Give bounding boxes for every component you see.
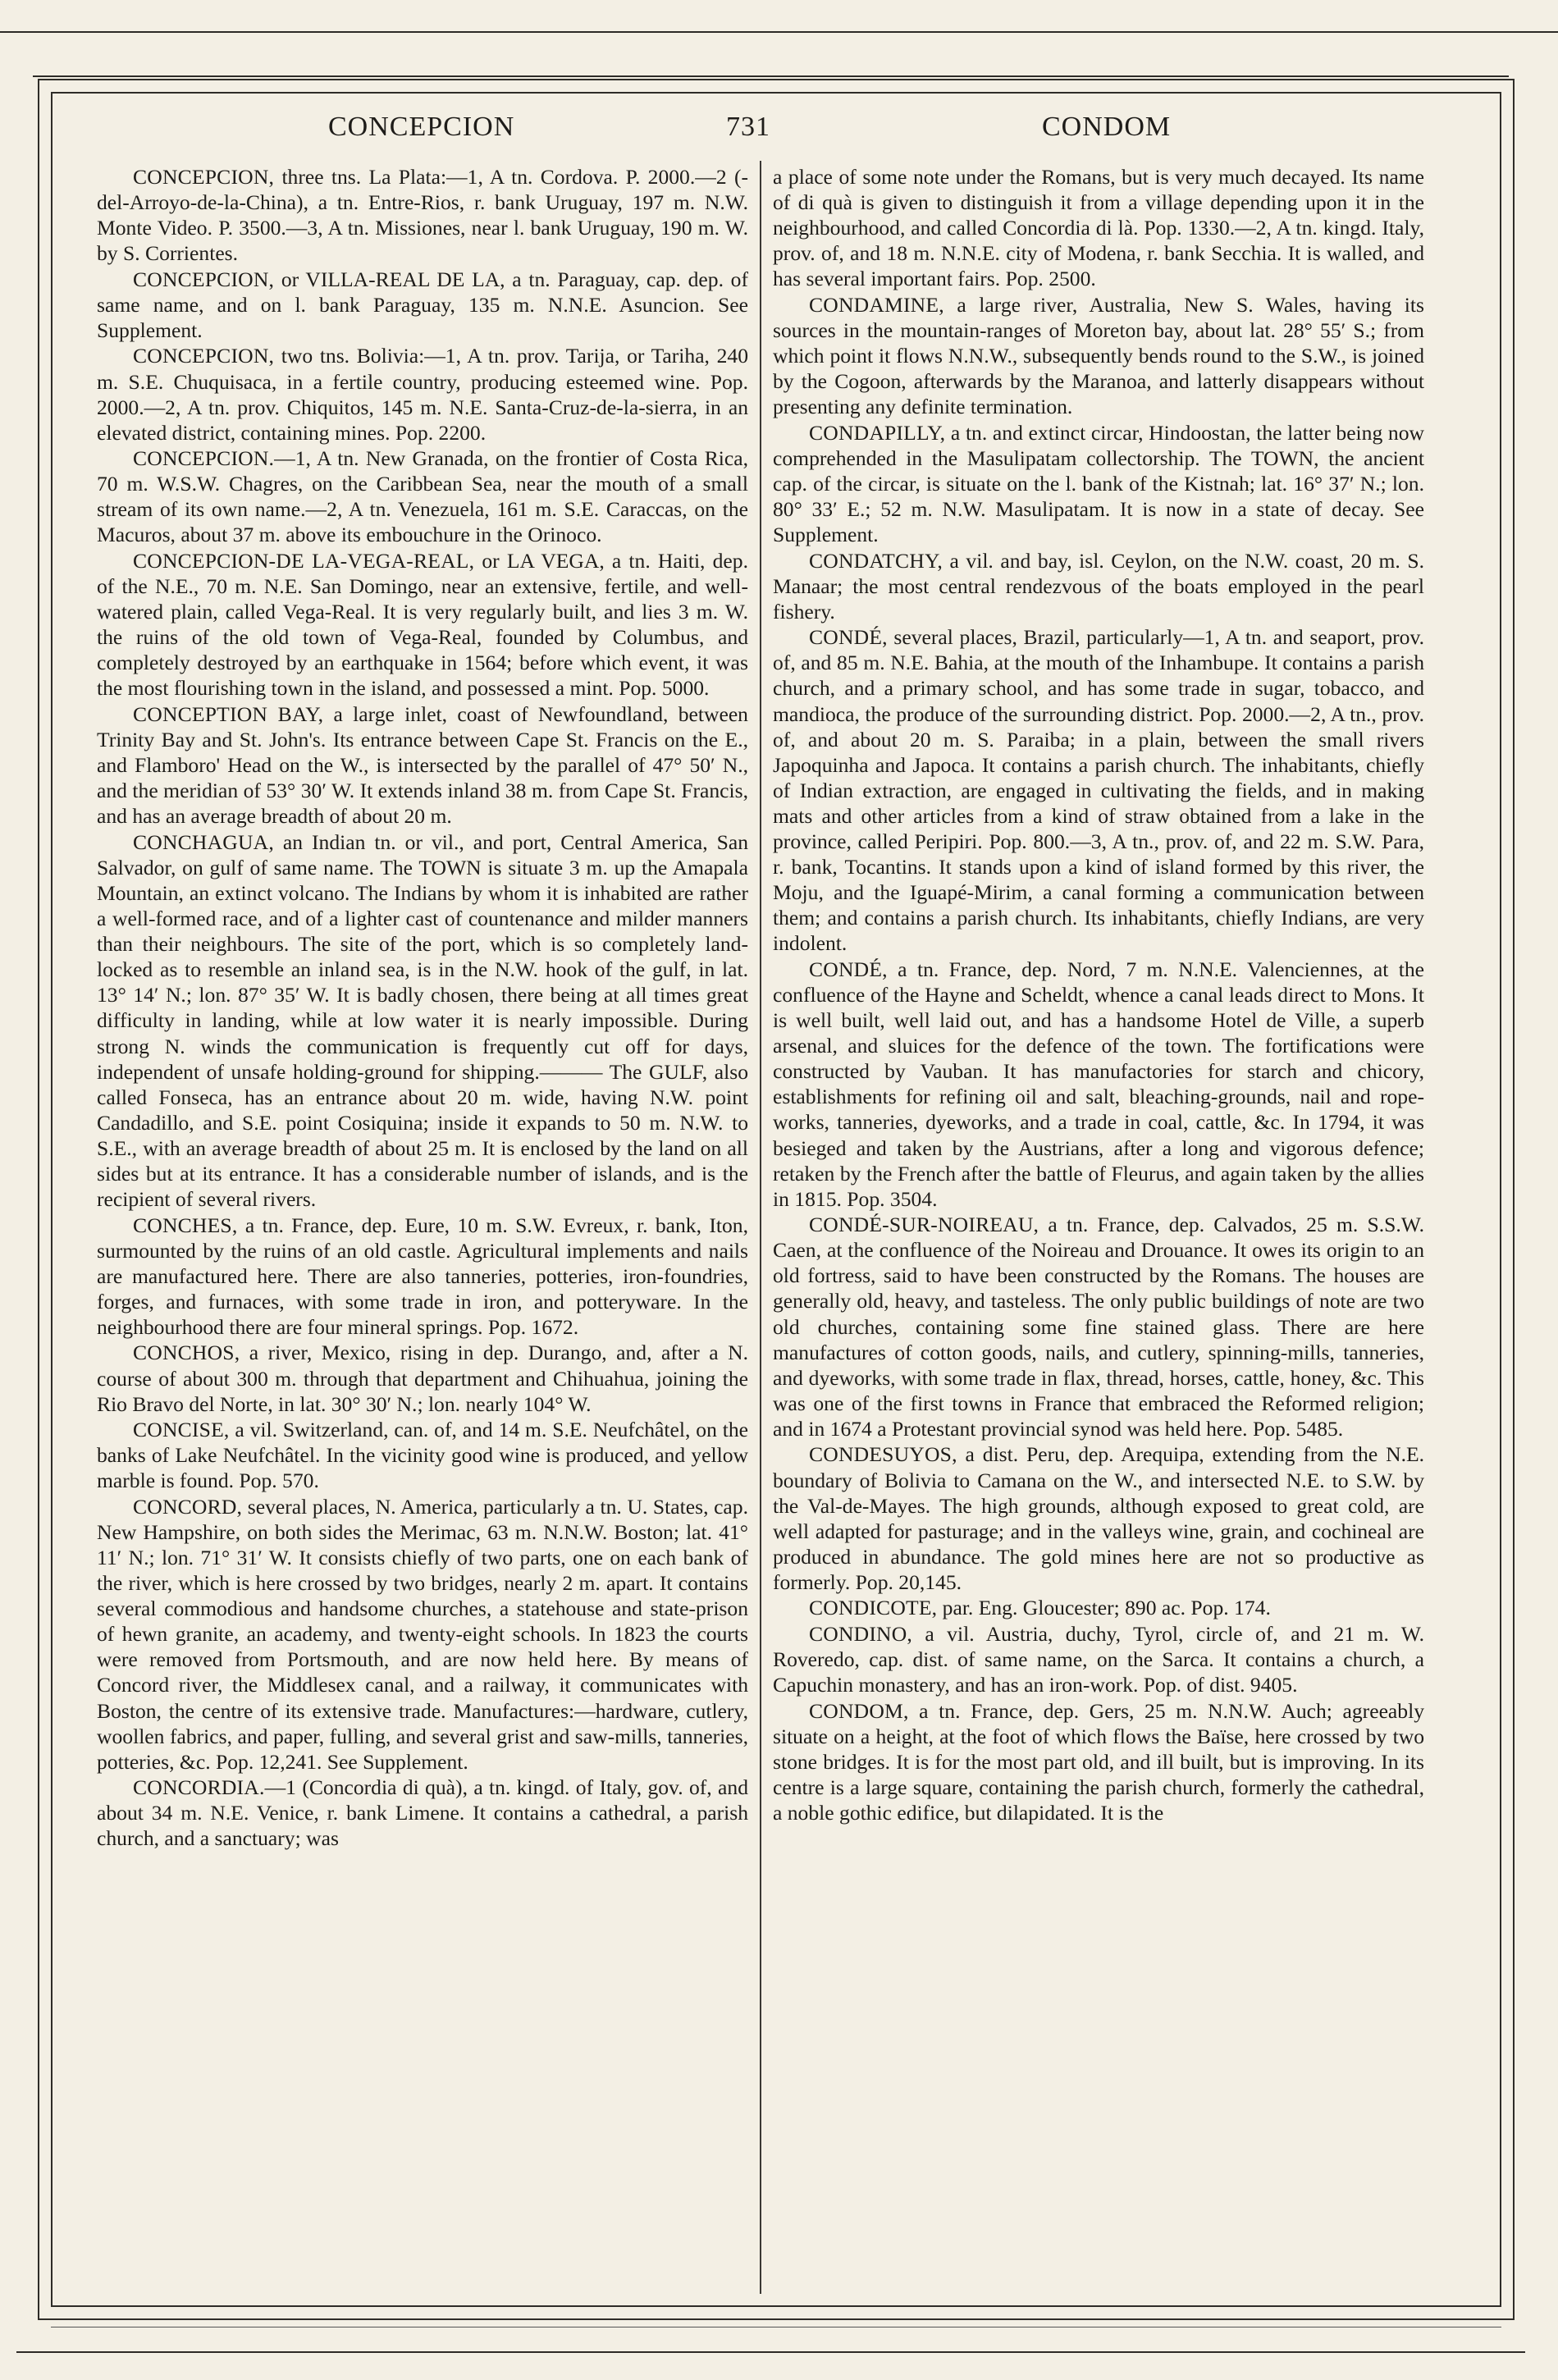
scan-edge-top (0, 31, 1558, 33)
entry-text: three tns. La Plata:—1, A tn. Cordova. P. 2000.—2 (-del-Arroyo-de-la-China), a tn. Entre-Rios, r. bank Uruguay, 197 m. N.W. Monte Video. P. 3500.—3, A tn. Missiones, near l. bank Uruguay, 190 m. W. by S. Corrientes. (97, 165, 748, 266)
entry-headword: CONCHOS, (133, 1341, 240, 1365)
left-column (97, 164, 748, 2297)
gazetteer-entry (773, 1441, 1424, 1595)
gazetteer-entry (773, 164, 1424, 291)
page-number: 731 (726, 112, 770, 142)
entry-headword: CONDÉ-SUR-NOIREAU, (809, 1213, 1039, 1237)
gazetteer-entry (97, 1340, 748, 1416)
entry-headword: CONCEPCION-DE LA-VEGA-REAL, (133, 548, 475, 573)
entry-headword: CONDICOTE, (809, 1596, 938, 1620)
entry-text: a tn. France, dep. Calvados, 25 m. S.S.W. Caen, at the confluence of the Noireau and Drouance. It owes its origin to an old fortress, said to have been constructed by the Romans. The houses are generally old, heavy, and tasteless. The only public buildings of note are two old churches, containing some fine stained glass. There are here manufactures of cotton goods, nails, and cutlery, spinning-mills, tanneries, and dyeworks, with some trade in flax, thread, horses, cattle, honey, &c. This was one of the first towns in France that embraced the Reformed religion; and in 1674 a Protestant provincial synod was held here. Pop. 5485. (773, 1213, 1424, 1441)
gazetteer-entry (773, 292, 1424, 419)
gazetteer-entry (773, 1595, 1424, 1620)
entry-headword: CONDESUYOS, (809, 1442, 957, 1467)
gazetteer-entry (97, 343, 748, 445)
entry-headword: CONCORDIA. (133, 1775, 265, 1800)
entry-headword: CONDAPILLY, (809, 420, 946, 445)
entry-headword: CONCISE, (133, 1418, 230, 1442)
entry-headword: CONDÉ, (809, 625, 888, 650)
entry-text: a tn. France, dep. Eure, 10 m. S.W. Evreux, r. bank, Iton, surmounted by the ruins of an old castle. Agricultural implements and nails are manufactured here. There are also tanneries, potteries, iron-foundries, forges, and furnaces, with some trade in iron, and potteryware. In the neighbourhood there are four mineral springs. Pop. 1672. (97, 1213, 748, 1339)
entry-text: —1, A tn. New Granada, on the frontier of Costa Rica, 70 m. W.S.W. Chagres, on the Caribbean Sea, near the mouth of a small stream of its own name.—2, A tn. Venezuela, 161 m. S.E. Caraccas, on the Macuros, about 37 m. above its embouchure in the Orinoco. (97, 446, 748, 547)
entry-text: several places, Brazil, particularly—1, A tn. and seaport, prov. of, and 85 m. N.E. Bahia, at the mouth of the Inhambupe. It contains a parish church, and a primary school, and has some trade in sugar, tobacco, and mandioca, the produce of the surrounding district. Pop. 2000.—2, A tn., prov. of, and about 20 m. S. Paraiba; in a plain, between the small rivers Japoquinha and Japoca. It contains a parish church. The inhabitants, chiefly of Indian extraction, are engaged in cultivating the fields, and in making mats and other articles from a kind of straw obtained from a lake in the province, called Peripiri. Pop. 800.—3, A tn., prov. of, and 22 m. S.W. Para, r. bank, Tocantins. It stands upon a kind of island formed by this river, the Moju, and the Iguapé-Mirim, a canal forming a communication between them; and contains a parish church. Its inhabitants, chiefly Indians, are very indolent. (773, 625, 1424, 956)
right-column (773, 164, 1424, 2297)
entry-text: a large inlet, coast of Newfoundland, between Trinity Bay and St. John's. Its entrance between Cape St. Francis on the E., and Flamboro' Head on the W., is intersected by the parallel of 47° 50′ N., and the meridian of 53° 30′ W. It extends inland 38 m. from Cape St. Francis, and has an average breadth of about 20 m. (97, 701, 748, 829)
entry-text: a vil. Switzerland, can. of, and 14 m. S.E. Neufchâtel, on the banks of Lake Neufchâtel. In the vicinity good wine is produced, and yellow marble is found. Pop. 570. (97, 1418, 748, 1493)
gazetteer-entry (97, 1213, 748, 1340)
entry-headword: CONDOM, (809, 1698, 909, 1723)
entry-text: —1 (Concordia di quà), a tn. kingd. of Italy, gov. of, and about 34 m. N.E. Venice, r. bank Limene. It contains a cathedral, a parish church, and a sanctuary; was (97, 1775, 748, 1851)
gazetteer-entry (773, 957, 1424, 1212)
gazetteer-entry (773, 1212, 1424, 1441)
entry-text: two tns. Bolivia:—1, A tn. prov. Tarija, or Tariha, 240 m. S.E. Chuquisaca, in a fertile country, producing esteemed wine. Pop. 2000.—2, A tn. prov. Chiquitos, 145 m. N.E. Santa-Cruz-de-la-sierra, in an elevated district, containing mines. Pop. 2200. (97, 344, 748, 445)
entry-text: a tn. France, dep. Nord, 7 m. N.N.E. Valenciennes, at the confluence of the Hayne and Scheldt, whence a canal leads direct to Mons. It is well built, well laid out, and has a handsome Hotel de Ville, a superb arsenal, and sluices for the defence of the town. The fortifications were constructed by Vauban. It has manufactories for starch and chicory, establishments for refining oil and salt, bleaching-grounds, nail and rope-works, tanneries, dyeworks, and a trade in coal, cattle, &c. In 1794, it was besieged and taken by the Austrians, after a long and vigorous defence; retaken by the French after the battle of Fleurus, and again taken by the allies in 1815. Pop. 3504. (773, 957, 1424, 1211)
entry-headword: CONDATCHY, (809, 548, 943, 573)
entry-text: a river, Mexico, rising in dep. Durango, and, after a N. course of about 300 m. through that department and Chihuahua, joining the Rio Bravo del Norte, in lat. 30° 30′ N.; lon. nearly 104° W. (97, 1341, 748, 1416)
entry-headword: CONDAMINE, (809, 292, 944, 317)
gazetteer-entry (97, 267, 748, 343)
entry-text: a large river, Australia, New S. Wales, having its sources in the mountain-ranges of Moreton bay, about lat. 28° 55′ S.; from which point it flows N.N.W., subsequently bends round to the S.W., is joined by the Cogoon, afterwards by the Maranoa, and latterly disappears without presenting any definite termination. (773, 292, 1424, 419)
entry-text: a place of some note under the Romans, but is very much decayed. Its name of di quà is given to distinguish it from a village depending upon it in the neighbourhood, and called Concordia di là. Pop. 1330.—2, A tn. kingd. Italy, prov. of, and 18 m. N.N.E. city of Modena, r. bank Secchia. It is walled, and has several important fairs. Pop. 2500. (773, 165, 1424, 291)
entry-headword: CONCEPCION, (133, 165, 275, 189)
entry-text: a tn. and extinct circar, Hindoostan, the latter being now comprehended in the Masulipatam collectorship. The TOWN, the ancient cap. of the circar, is situate on the l. bank of the Kistnah; lat. 16° 37′ N.; lon. 80° 33′ E.; 52 m. N.W. Masulipatam. It is now in a state of decay. See Supplement. (773, 420, 1424, 547)
header-right-guide-word: CONDOM (1042, 112, 1172, 142)
entry-text: several places, N. America, particularly a tn. U. States, cap. New Hampshire, on both sides the Merimac, 63 m. N.N.W. Boston; lat. 41° 11′ N.; lon. 71° 31′ W. It consists chiefly of two parts, one on each bank of the river, which is here crossed by two bridges, nearly 2 m. apart. It contains several commodious and handsome churches, a statehouse and state-prison of hewn granite, an academy, and twenty-eight schools. In 1823 the courts were removed from Portsmouth, and are now held here. By means of Concord river, the Middlesex canal, and a railway, it communicates with Boston, the centre of its extensive trade. Manufactures:—hardware, cutlery, woollen fabrics, and paper, fulling, and several grist and saw-mills, tanneries, potteries, &c. Pop. 12,241. See Supplement. (97, 1494, 748, 1774)
gazetteer-entry (97, 445, 748, 547)
entry-headword: CONCEPCION, (133, 344, 275, 368)
entry-text: a vil. and bay, isl. Ceylon, on the N.W. coast, 20 m. S. Manaar; the most central rendezvous of the boats employed in the pearl fishery. (773, 548, 1424, 624)
gazetteer-entry (97, 701, 748, 829)
gazetteer-entry (97, 1494, 748, 1775)
gazetteer-entry (773, 624, 1424, 956)
gazetteer-entry (773, 420, 1424, 547)
entry-headword: CONCEPTION BAY, (133, 701, 324, 726)
gazetteer-entry (773, 548, 1424, 624)
entry-text: par. Eng. Gloucester; 890 ac. Pop. 174. (937, 1596, 1271, 1620)
entry-headword: CONCHAGUA, (133, 829, 274, 854)
entry-headword: CONDINO, (809, 1621, 913, 1646)
entry-text: a tn. France, dep. Gers, 25 m. N.N.W. Auch; agreeably situate on a height, at the foot of which flows the Baïse, here crossed by two stone bridges. It is for the most part old, and ill built, but is improving. In its centre is a large square, containing the parish church, formerly the cathedral, a noble gothic edifice, but dilapidated. It is the (773, 1698, 1424, 1825)
scan-edge-rule (33, 75, 1509, 77)
entry-headword: CONDÉ, (809, 957, 888, 981)
gazetteer-entry (97, 1775, 748, 1851)
gazetteer-entry (773, 1698, 1424, 1825)
gazetteer-entry (773, 1621, 1424, 1697)
entry-headword: CONCHES, (133, 1213, 238, 1237)
entry-text: or VILLA-REAL DE LA, a tn. Paraguay, cap. dep. of same name, and on l. bank Paraguay, 135 m. N.N.E. Asuncion. See Supplement. (97, 267, 748, 342)
entry-text: a vil. Austria, duchy, Tyrol, circle of, and 21 m. W. Roveredo, cap. dist. of same name, on the Sarca. It contains a church, a Capuchin monastery, and has an iron-work. Pop. of dist. 9405. (773, 1621, 1424, 1697)
running-header (98, 107, 1460, 156)
entry-headword: CONCORD, (133, 1494, 243, 1519)
column-divider (760, 161, 761, 2294)
header-left-guide-word: CONCEPCION (328, 112, 515, 142)
gazetteer-entry (97, 829, 748, 1212)
gazetteer-entry (97, 164, 748, 266)
entry-text: or LA VEGA, a tn. Haiti, dep. of the N.E., 70 m. N.E. San Domingo, near an extensive, fertile, and well-watered plain, called Vega-Real. It is very regularly built, and lies 3 m. W. the ruins of the old town of Vega-Real, founded by Columbus, and completely destroyed by an earthquake in 1564; before which event, it was the most flourishing town in the island, and possessed a mint. Pop. 5000. (97, 548, 748, 701)
scan-edge-bottom (16, 2351, 1525, 2353)
entry-text: an Indian tn. or vil., and port, Central America, San Salvador, on gulf of same name. The TOWN is situate 3 m. up the Amapala Mountain, an extinct volcano. The Indians by whom it is inhabited are rather a well-formed race, and of a lighter cast of countenance and milder manners than their neighbours. The site of the port, which is so completely land-locked as to resemble an inland sea, is in the N.W. hook of the gulf, in lat. 13° 14′ N.; lon. 87° 35′ W. It is badly chosen, there being at all times great difficulty in landing, while at low water it is nearly impossible. During strong N. winds the communication is frequently cut off for days, independent of unsafe holding-ground for shipping.——— The GULF, also called Fonseca, has an entrance about 20 m. wide, having N.W. point Candadillo, and S.E. point Cosiquina; inside it expands to 50 m. N.W. to S.E., with an average breadth of about 25 m. It is enclosed by the land on all sides but at its entrance. It has a considerable number of islands, and is the recipient of several rivers. (97, 829, 748, 1212)
entry-headword: CONCEPCION. (133, 446, 275, 471)
entry-headword: CONCEPCION, (133, 267, 275, 291)
gazetteer-entry (97, 1417, 748, 1493)
entry-text: a dist. Peru, dep. Arequipa, extending from the N.E. boundary of Bolivia to Camana on the W., and intersected N.E. to S.W. by the Val-de-Mayes. The high grounds, although exposed to great cold, are well adapted for pasturage; and in the valleys wine, grain, and cochineal are produced in abundance. The gold mines here are not so productive as formerly. Pop. 20,145. (773, 1442, 1424, 1594)
gazetteer-entry (97, 548, 748, 701)
